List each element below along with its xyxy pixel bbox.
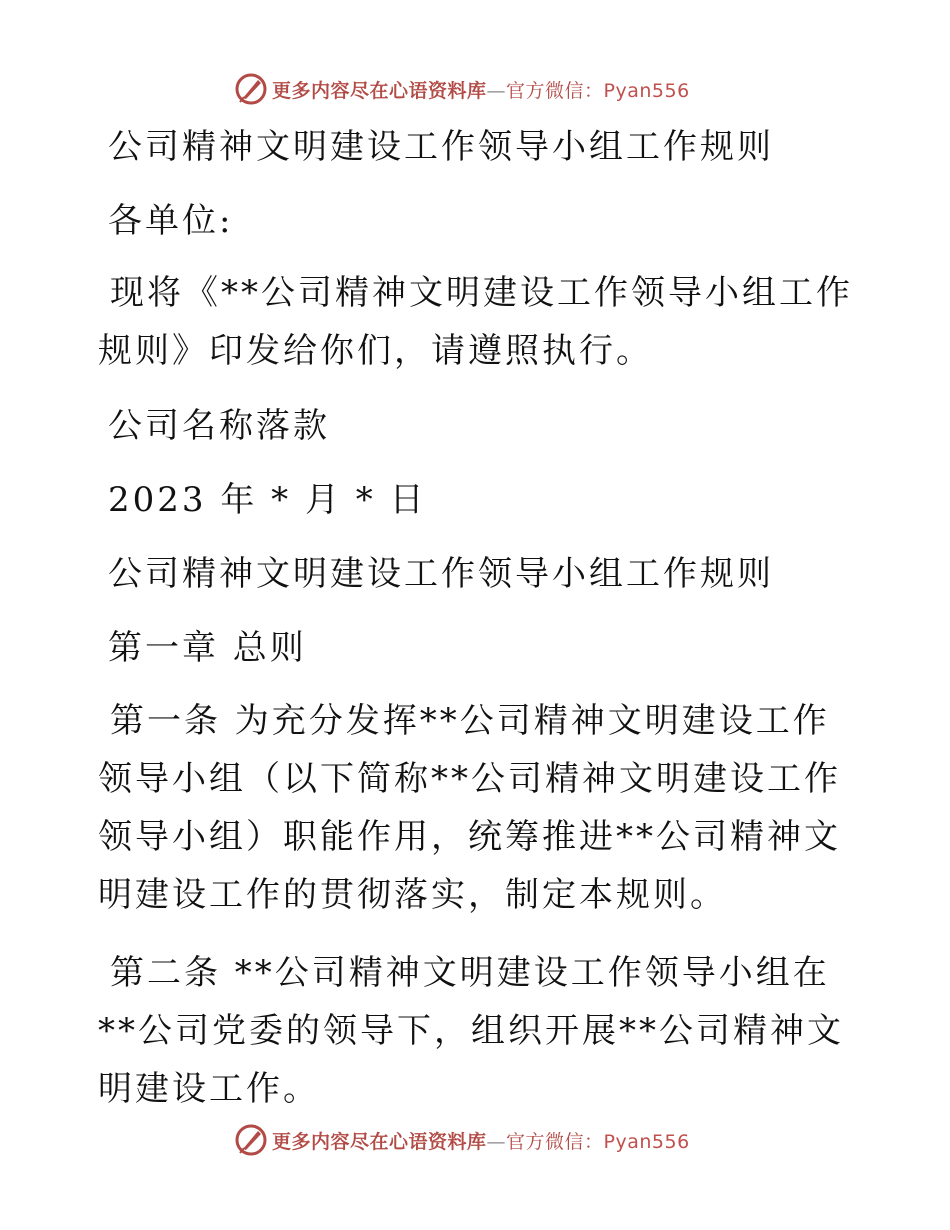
- wechat-label: 官方微信：: [506, 1131, 604, 1153]
- header-watermark-text: [272, 76, 690, 103]
- footer-watermark-text: [272, 1127, 690, 1154]
- separator: —: [486, 1131, 507, 1153]
- salutation: 各单位:: [108, 201, 234, 241]
- wechat-id: Pyan556: [603, 1131, 690, 1153]
- header-watermark-banner: [0, 70, 950, 110]
- article-1: [98, 692, 858, 924]
- brand-text: 更多内容尽在心语资料库: [272, 1131, 487, 1153]
- quill-logo-icon: [234, 1123, 268, 1157]
- wechat-label: 官方微信：: [506, 80, 604, 102]
- notice-body: [98, 264, 858, 380]
- footer-watermark-banner: [0, 1121, 950, 1161]
- wechat-id: Pyan556: [603, 80, 690, 102]
- article-2-text: 第二条 **公司精神文明建设工作领导小组在**公司党委的领导下，组织开展**公司精神文明建设工作。: [98, 953, 844, 1109]
- chapter-title: 第一章 总则: [108, 628, 307, 668]
- brand-text: 更多内容尽在心语资料库: [272, 80, 487, 102]
- article-1-text: 第一条 为充分发挥**公司精神文明建设工作领导小组（以下简称**公司精神文明建设工作领导小组）职能作用，统筹推进**公司精神文明建设工作的贯彻落实，制定本规则。: [98, 701, 841, 915]
- quill-logo-icon: [234, 72, 268, 106]
- document-date: 2023 年 * 月 * 日: [108, 480, 427, 520]
- signature: 公司名称落款: [108, 406, 330, 446]
- separator: —: [486, 80, 507, 102]
- rules-title: 公司精神文明建设工作领导小组工作规则: [108, 554, 774, 594]
- article-2: [98, 944, 858, 1118]
- notice-body-text: 现将《**公司精神文明建设工作领导小组工作规则》印发给你们，请遵照执行。: [98, 273, 853, 371]
- document-title: 公司精神文明建设工作领导小组工作规则: [108, 127, 774, 167]
